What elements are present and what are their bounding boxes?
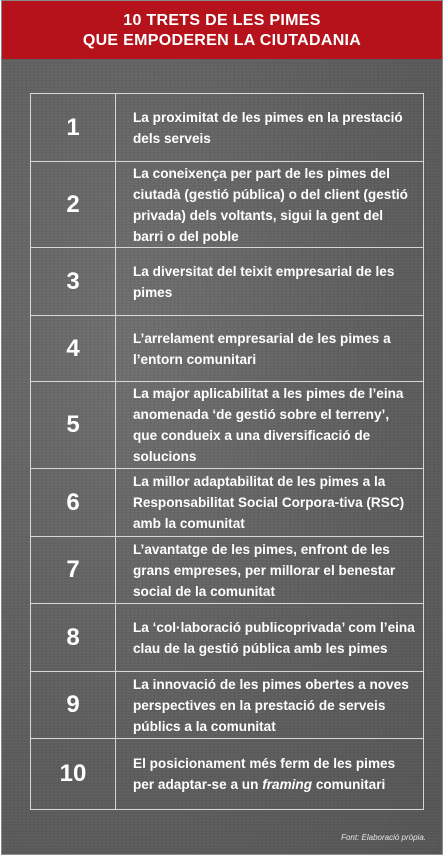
header-title-line-2: QUE EMPODEREN LA CIUTADANIA	[82, 32, 362, 49]
trait-text: L’avantatge de les pimes, enfront de les grans empreses, per millorar el benestar social de la comunitat	[133, 541, 396, 599]
trait-number: 7	[31, 537, 116, 603]
trait-text: La millor adaptabilitat de les pimes a la Responsabilitat Social Corpora-tiva (RSC) amb la comunitat	[133, 474, 405, 531]
trait-number: 9	[31, 672, 116, 738]
header-title-line-1: 10 TRETS DE LES PIMES	[123, 12, 321, 29]
trait-text: La diversitat del teixit empresarial de les pimes	[133, 263, 395, 300]
trait-text: La major aplicabilitat a les pimes de l’eina anomenada ‘de gestió sobre el terreny’, que condueix a una diversificació de solucions	[133, 386, 404, 464]
trait-number: 4	[31, 316, 116, 381]
source-note: Font: Elaboració pròpia.	[341, 833, 426, 842]
trait-row-9	[31, 672, 423, 739]
trait-number: 6	[31, 469, 116, 536]
trait-number: 1	[31, 94, 116, 161]
trait-text: L’arrelament empresarial de les pimes a l’entorn comunitari	[133, 330, 391, 367]
trait-row-4	[31, 316, 423, 382]
trait-text-part: comunitari	[312, 777, 386, 792]
trait-row-10	[31, 739, 423, 809]
trait-row-2	[31, 162, 423, 248]
trait-text: La coneixença per part de les pimes del ciutadà (gestió pública) o del client (gestió privada) dels voltants, sigui la gent del barri o del poble	[133, 165, 408, 244]
trait-text-italic: framing	[262, 777, 313, 792]
trait-row-3	[31, 248, 423, 316]
trait-text	[133, 753, 417, 795]
trait-text: La proximitat de les pimes en la prestació dels serveis	[133, 109, 403, 146]
trait-number: 5	[31, 382, 116, 468]
trait-row-1	[31, 94, 423, 162]
trait-row-7	[31, 537, 423, 604]
trait-text: La ‘col·laboració publicoprivada’ com l’eina clau de la gestió pública amb les pimes	[133, 619, 415, 656]
traits-table	[30, 93, 424, 810]
trait-row-6	[31, 469, 423, 537]
trait-row-5	[31, 382, 423, 469]
trait-number: 3	[31, 248, 116, 315]
trait-row-8	[31, 604, 423, 672]
trait-number: 8	[31, 604, 116, 671]
trait-number: 2	[31, 162, 116, 247]
trait-text: La innovació de les pimes obertes a noves perspectives en la prestació de serveis públics a la comunitat	[133, 676, 409, 734]
infographic-header	[2, 1, 442, 59]
trait-number: 10	[31, 739, 116, 809]
trait-text-part: El posicionament més ferm de les pimes per adaptar-se a un	[133, 756, 396, 792]
infographic-frame	[1, 0, 443, 855]
